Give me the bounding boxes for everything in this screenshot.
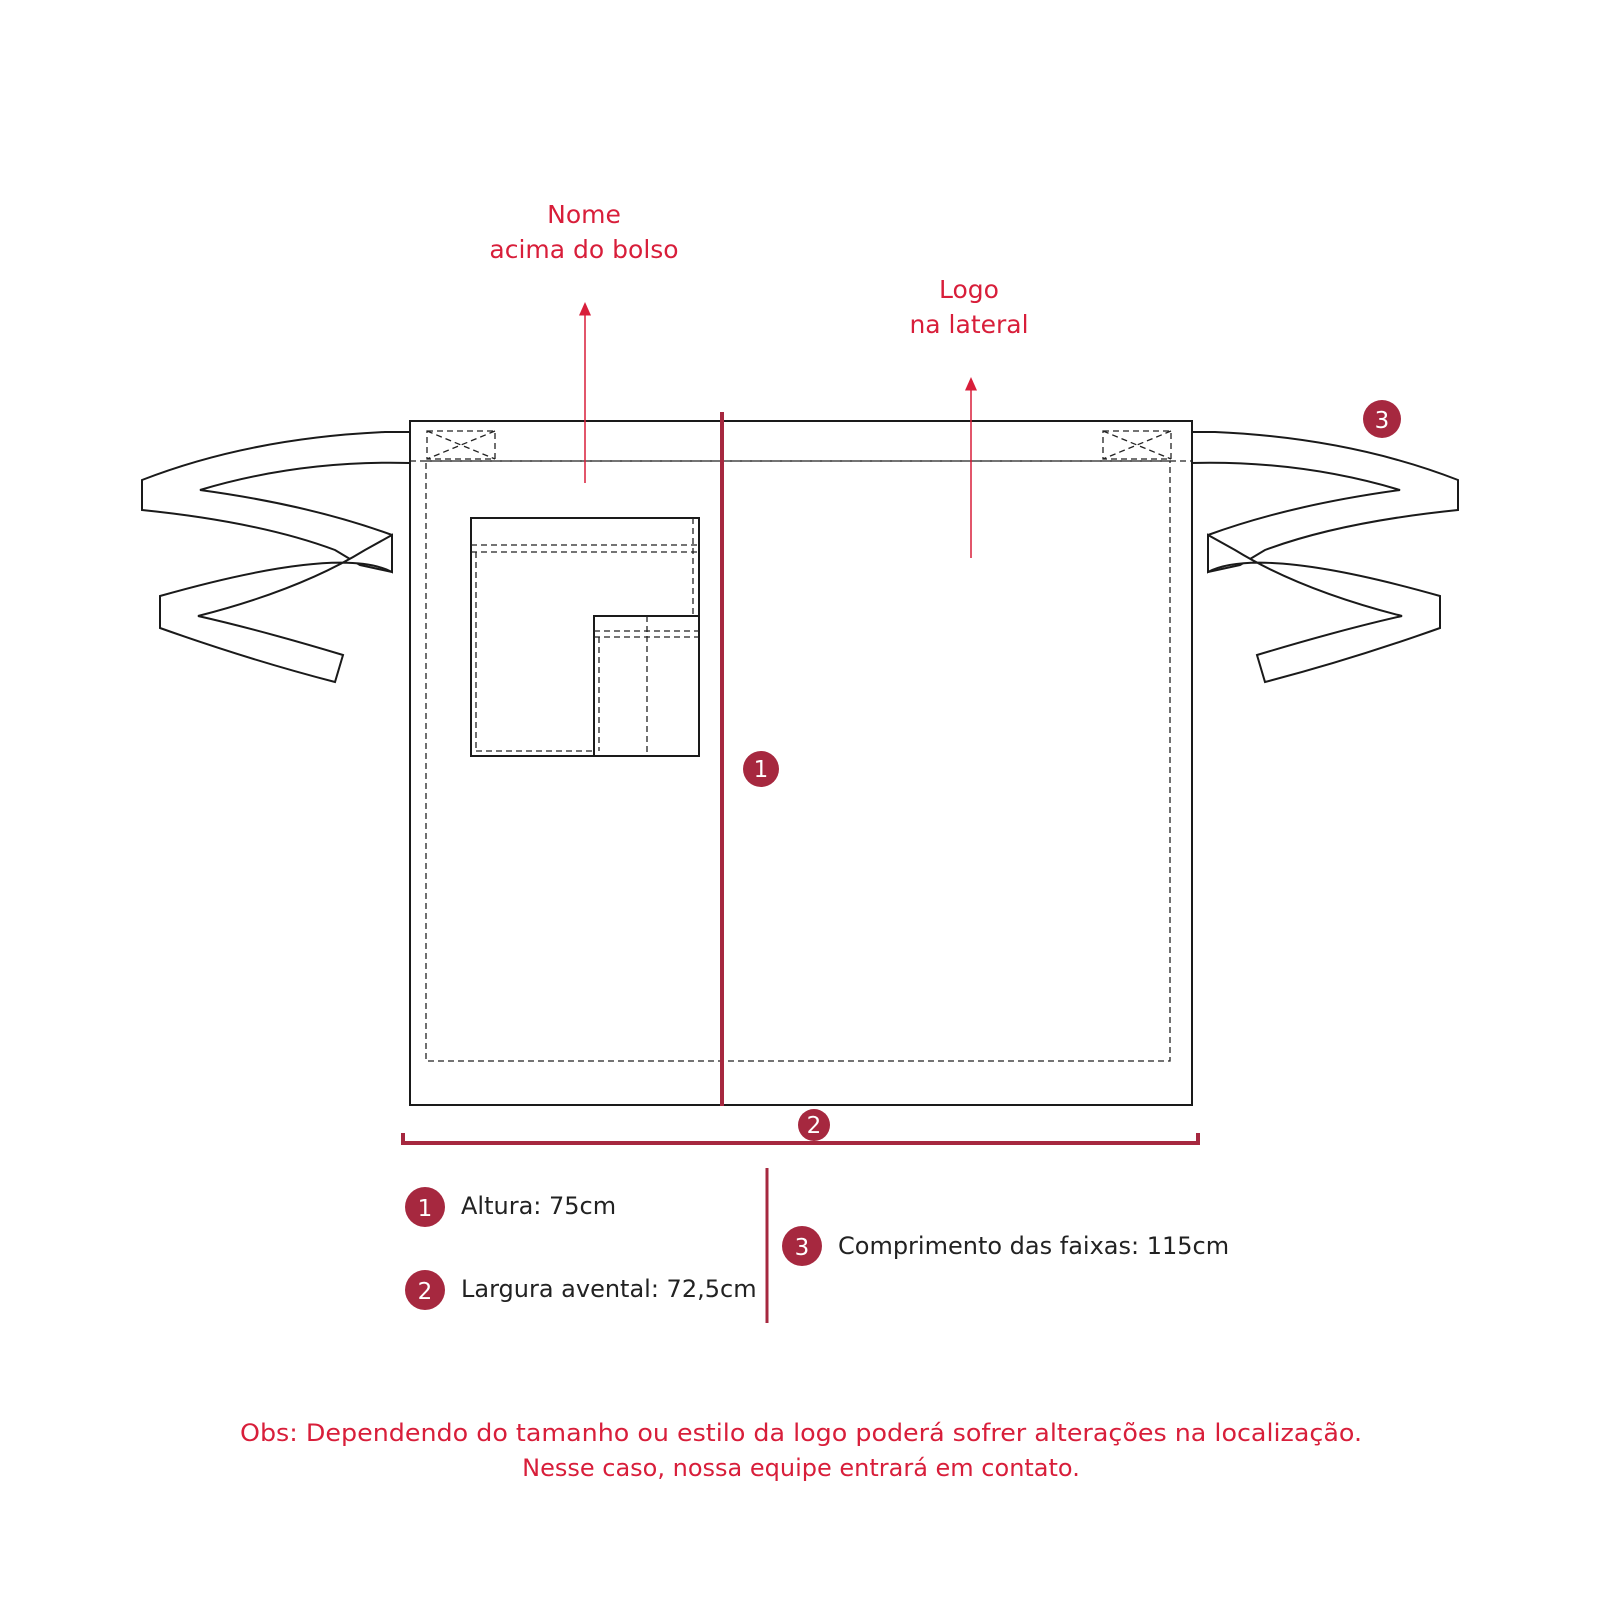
height-badge-number: 1 [753,757,769,783]
logo-callout-line2: na lateral [909,310,1029,339]
spec-straps [782,1226,1229,1266]
strap-badge-number: 3 [1374,408,1390,434]
logo-callout-line1: Logo [939,275,999,304]
name-callout-line1: Nome [547,200,621,229]
left-strap [142,432,410,682]
height-badge [743,751,779,787]
spec-width-label: Largura avental: 72,5cm [461,1275,757,1303]
right-strap [1190,432,1458,682]
spec-height [405,1187,616,1227]
strap-badge [1363,400,1401,438]
width-badge-number: 2 [806,1113,822,1139]
note-line1: Obs: Dependendo do tamanho ou estilo da logo poderá sofrer alterações na localização. [240,1419,1362,1447]
spec-width [405,1270,757,1310]
note-line2: Nesse caso, nossa equipe entrará em contato. [522,1454,1080,1482]
spec-height-label: Altura: 75cm [461,1192,617,1220]
name-callout-line2: acima do bolso [489,235,679,264]
pen-pocket [594,616,699,756]
spec-height-badge: 1 [417,1196,433,1222]
spec-width-badge: 2 [417,1279,433,1305]
width-badge [798,1109,830,1141]
observation-note [240,1419,1362,1482]
width-measure-bracket [403,1133,1198,1145]
spec-straps-badge: 3 [794,1235,810,1261]
spec-straps-label: Comprimento das faixas: 115cm [838,1232,1230,1260]
